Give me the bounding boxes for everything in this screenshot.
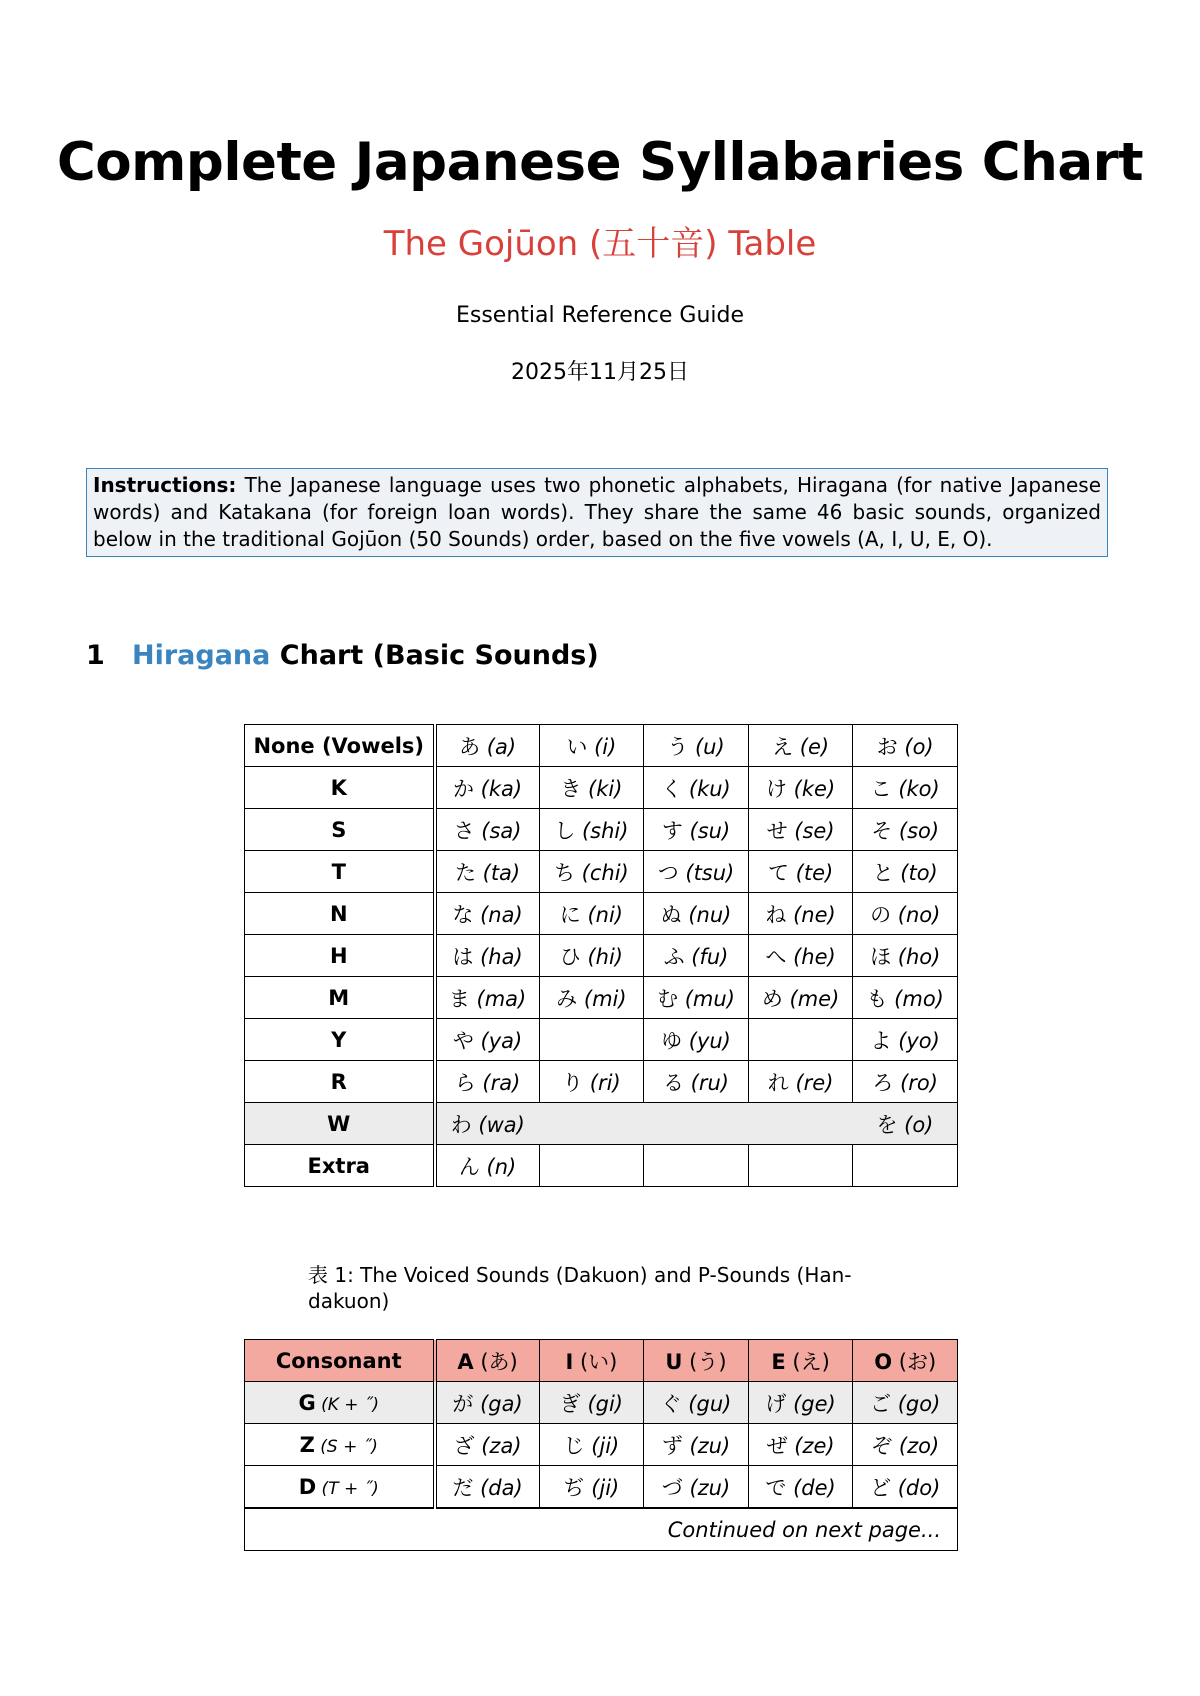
romaji: (gi) <box>580 1391 623 1416</box>
romaji: (ma) <box>469 986 527 1011</box>
consonant-letter: Z <box>299 1432 315 1457</box>
voiced-sounds-table <box>244 1339 958 1551</box>
romaji: (gu) <box>681 1391 732 1416</box>
header-vowel <box>644 1340 749 1382</box>
kana-cell <box>748 893 853 935</box>
kana-cell <box>644 1382 749 1424</box>
kana-char: ふ <box>663 944 685 969</box>
section-title-rest: Chart (Basic Sounds) <box>279 640 599 671</box>
kana-cell <box>539 767 644 809</box>
row-label: N <box>245 893 435 935</box>
kana-char: さ <box>453 818 475 843</box>
kana-char: た <box>454 860 476 885</box>
kana-char: て <box>767 860 789 885</box>
kana-char: づ <box>661 1475 683 1500</box>
kana-cell <box>853 977 958 1019</box>
romaji: (to) <box>893 860 938 885</box>
kana-cell <box>539 893 644 935</box>
romaji: (o) <box>897 1112 934 1137</box>
kana-cell <box>435 1019 540 1061</box>
kana-cell <box>644 1061 749 1103</box>
kana-char: ど <box>870 1475 892 1500</box>
hiragana-table <box>244 724 958 1187</box>
vowel-letter: O <box>874 1349 893 1374</box>
table-row <box>245 1061 958 1103</box>
romaji: (ge) <box>786 1391 836 1416</box>
romaji: (ko) <box>891 776 940 801</box>
romaji: (no) <box>891 902 941 927</box>
row-label <box>245 1466 435 1509</box>
row-label <box>245 1424 435 1466</box>
romaji: (ta) <box>475 860 521 885</box>
kana-char: は <box>452 944 474 969</box>
kana-char: ぜ <box>766 1433 788 1458</box>
kana-char: あ <box>459 734 481 759</box>
consonant-letter: D <box>298 1474 317 1499</box>
kana-char: ろ <box>872 1070 894 1095</box>
kana-cell <box>644 767 749 809</box>
romaji: (he) <box>786 944 836 969</box>
romaji: (yu) <box>682 1028 731 1053</box>
romaji: (ra) <box>475 1070 521 1095</box>
kana-cell <box>748 1019 853 1061</box>
row-label: Y <box>245 1019 435 1061</box>
header-vowel <box>853 1340 958 1382</box>
romaji: (a) <box>480 734 517 759</box>
romaji: (go) <box>891 1391 941 1416</box>
kana-cell <box>748 851 853 893</box>
kana-cell <box>644 1424 749 1466</box>
romaji: (re) <box>788 1070 834 1095</box>
kana-char: ん <box>458 1154 480 1179</box>
vowel-kana: (い) <box>573 1349 618 1374</box>
kana-cell <box>644 935 749 977</box>
kana-cell <box>748 767 853 809</box>
vowel-kana: (あ) <box>473 1349 518 1374</box>
table-row-extra <box>245 1145 958 1187</box>
table-row <box>245 1466 958 1509</box>
kana-char: な <box>452 902 474 927</box>
kana-char: ひ <box>559 944 581 969</box>
kana-cell <box>853 1382 958 1424</box>
instructions-box <box>86 468 1108 557</box>
kana-cell <box>539 809 644 851</box>
romaji: (o) <box>897 734 934 759</box>
romaji: (ni) <box>580 902 623 927</box>
kana-cell <box>539 1424 644 1466</box>
table-row <box>245 851 958 893</box>
kana-char: ゆ <box>661 1028 683 1053</box>
romaji: (nu) <box>681 902 732 927</box>
kana-char: い <box>566 734 588 759</box>
romaji: (mi) <box>577 986 627 1011</box>
document-date: 2025年11月25日 <box>511 360 689 385</box>
kana-cell <box>644 1019 749 1061</box>
romaji: (te) <box>788 860 834 885</box>
kana-char: め <box>761 986 783 1011</box>
kana-char: る <box>662 1070 684 1095</box>
vowel-letter: U <box>665 1349 683 1374</box>
romaji: (mo) <box>887 986 944 1011</box>
romaji: (fu) <box>684 944 729 969</box>
kana-cell <box>853 851 958 893</box>
romaji: (zu) <box>682 1475 731 1500</box>
romaji: (ha) <box>473 944 523 969</box>
row-label: Extra <box>245 1145 435 1187</box>
kana-char: や <box>452 1028 474 1053</box>
table-row-w <box>245 1103 958 1145</box>
kana-cell <box>853 1019 958 1061</box>
empty-cell <box>539 1103 644 1145</box>
romaji: (tsu) <box>678 860 735 885</box>
kana-char: ぎ <box>559 1391 581 1416</box>
kana-char: え <box>772 734 794 759</box>
empty-cell <box>748 1103 853 1145</box>
kana-char: げ <box>765 1391 787 1416</box>
romaji: (shi) <box>575 818 629 843</box>
table-header-row <box>245 1340 958 1382</box>
romaji: (n) <box>479 1154 517 1179</box>
table-row <box>245 1424 958 1466</box>
kana-cell <box>435 809 540 851</box>
kana-cell <box>644 893 749 935</box>
kana-char: う <box>667 734 689 759</box>
kana-cell <box>435 767 540 809</box>
table-row <box>245 767 958 809</box>
kana-cell <box>853 1424 958 1466</box>
row-label: K <box>245 767 435 809</box>
table-caption: 表 1: The Voiced Sounds (Dakuon) and P-Sounds (Han-dakuon) <box>308 1263 852 1313</box>
kana-char: き <box>560 776 582 801</box>
consonant-formula: (K + ˝) <box>315 1394 380 1415</box>
kana-cell <box>748 1466 853 1509</box>
row-label: W <box>245 1103 435 1145</box>
kana-char: を <box>876 1112 898 1137</box>
row-label: H <box>245 935 435 977</box>
kana-char: り <box>562 1070 584 1095</box>
consonant-formula: (S + ˝) <box>314 1436 378 1457</box>
kana-char: よ <box>870 1028 892 1053</box>
kana-cell <box>539 1382 644 1424</box>
vowel-kana: (え) <box>785 1349 830 1374</box>
kana-cell <box>435 1103 540 1145</box>
kana-char: ま <box>448 986 470 1011</box>
kana-char: お <box>876 734 898 759</box>
kana-char: で <box>765 1475 787 1500</box>
kana-cell <box>644 1466 749 1509</box>
header-vowel <box>748 1340 853 1382</box>
romaji: (ri) <box>583 1070 621 1095</box>
romaji: (ya) <box>473 1028 523 1053</box>
kana-cell <box>435 1061 540 1103</box>
kana-char: こ <box>870 776 892 801</box>
kana-char: せ <box>766 818 788 843</box>
romaji: (ho) <box>891 944 941 969</box>
kana-char: へ <box>765 944 787 969</box>
kana-char: ね <box>765 902 787 927</box>
kana-char: ぐ <box>660 1391 682 1416</box>
kana-cell <box>853 935 958 977</box>
romaji: (ze) <box>787 1433 835 1458</box>
kana-cell <box>853 1466 958 1509</box>
kana-cell <box>748 1382 853 1424</box>
empty-cell <box>748 1145 853 1187</box>
romaji: (ke) <box>787 776 836 801</box>
kana-char: と <box>872 860 894 885</box>
romaji: (ki) <box>581 776 623 801</box>
romaji: (su) <box>682 818 731 843</box>
romaji: (da) <box>473 1475 523 1500</box>
row-label: S <box>245 809 435 851</box>
kana-cell <box>539 1019 644 1061</box>
table-row <box>245 1019 958 1061</box>
romaji: (ne) <box>786 902 836 927</box>
kana-char: そ <box>871 818 893 843</box>
romaji: (ka) <box>474 776 523 801</box>
kana-cell <box>435 851 540 893</box>
row-label <box>245 1382 435 1424</box>
romaji: (sa) <box>474 818 522 843</box>
kana-cell <box>435 1466 540 1509</box>
kana-char: ぬ <box>660 902 682 927</box>
kana-cell <box>853 809 958 851</box>
kana-cell <box>539 725 644 767</box>
kana-cell <box>539 977 644 1019</box>
romaji: (hi) <box>580 944 623 969</box>
kana-cell <box>748 809 853 851</box>
header-consonant: Consonant <box>245 1340 435 1382</box>
consonant-formula: (T + ˝) <box>316 1478 379 1499</box>
kana-char: む <box>657 986 679 1011</box>
romaji: (ga) <box>473 1391 523 1416</box>
kana-char: み <box>556 986 578 1011</box>
kana-cell <box>644 725 749 767</box>
empty-cell <box>539 1145 644 1187</box>
continued-note: Continued on next page... <box>245 1508 958 1551</box>
romaji: (de) <box>786 1475 836 1500</box>
romaji: (za) <box>474 1433 522 1458</box>
romaji: (mu) <box>678 986 735 1011</box>
kana-cell <box>644 851 749 893</box>
romaji: (ji) <box>584 1433 620 1458</box>
vowel-kana: (う) <box>682 1349 727 1374</box>
kana-cell <box>539 851 644 893</box>
vowel-letter: E <box>771 1349 786 1374</box>
page-title: Complete Japanese Syllabaries Chart <box>56 132 1144 193</box>
romaji: (e) <box>793 734 830 759</box>
romaji: (do) <box>891 1475 941 1500</box>
romaji: (so) <box>892 818 940 843</box>
kana-cell <box>435 1145 540 1187</box>
kana-char: じ <box>563 1433 585 1458</box>
kana-cell <box>539 935 644 977</box>
kana-cell <box>435 977 540 1019</box>
kana-char: だ <box>452 1475 474 1500</box>
row-label: T <box>245 851 435 893</box>
kana-char: の <box>870 902 892 927</box>
kana-cell <box>748 935 853 977</box>
romaji: (ro) <box>893 1070 938 1095</box>
kana-cell <box>435 725 540 767</box>
table-row <box>245 809 958 851</box>
empty-cell <box>853 1145 958 1187</box>
kana-cell <box>748 977 853 1019</box>
kana-char: ぞ <box>871 1433 893 1458</box>
header-vowel <box>435 1340 540 1382</box>
instructions-label: Instructions: <box>93 473 237 497</box>
romaji: (me) <box>782 986 840 1011</box>
table-row <box>245 977 958 1019</box>
kana-char: わ <box>450 1112 472 1137</box>
kana-char: ら <box>454 1070 476 1095</box>
vowel-letter: I <box>565 1349 574 1374</box>
kana-cell <box>435 893 540 935</box>
vowel-kana: (お) <box>892 1349 937 1374</box>
kana-cell <box>644 809 749 851</box>
kana-char: れ <box>767 1070 789 1095</box>
empty-cell <box>644 1145 749 1187</box>
continued-row <box>245 1508 958 1551</box>
kana-char: も <box>866 986 888 1011</box>
kana-char: ず <box>661 1433 683 1458</box>
romaji: (chi) <box>575 860 629 885</box>
header-vowel <box>539 1340 644 1382</box>
kana-char: ざ <box>453 1433 475 1458</box>
instructions-text: The Japanese language uses two phonetic alphabets, Hiragana (for native Japanese words) and Katakana (for foreign loan words). They share the same 46 basic sounds, organized below in the traditional Gojūon (50 Sounds) order, based on the five vowels (A, I, U, E, O). <box>93 473 1101 551</box>
table-row-vowels <box>245 725 958 767</box>
kana-cell <box>435 1424 540 1466</box>
kana-cell <box>435 1382 540 1424</box>
row-label: None (Vowels) <box>245 725 435 767</box>
kana-char: け <box>766 776 787 801</box>
kana-char: し <box>554 818 576 843</box>
romaji: (zo) <box>892 1433 940 1458</box>
table-row <box>245 935 958 977</box>
romaji: (i) <box>587 734 617 759</box>
romaji: (u) <box>688 734 725 759</box>
kana-cell <box>853 893 958 935</box>
kana-cell <box>748 725 853 767</box>
kana-char: に <box>559 902 581 927</box>
kana-char: く <box>661 776 683 801</box>
kana-cell <box>853 1061 958 1103</box>
romaji: (ji) <box>584 1475 620 1500</box>
kana-char: ご <box>870 1391 892 1416</box>
table-row <box>245 893 958 935</box>
kana-cell <box>539 1061 644 1103</box>
kana-cell <box>853 767 958 809</box>
kana-cell <box>748 1424 853 1466</box>
section-heading <box>86 640 599 671</box>
kana-cell <box>644 977 749 1019</box>
consonant-letter: G <box>298 1390 316 1415</box>
kana-cell <box>748 1061 853 1103</box>
romaji: (se) <box>787 818 835 843</box>
table-row <box>245 1382 958 1424</box>
vowel-letter: A <box>457 1349 474 1374</box>
page-subtitle: The Gojūon (五十音) Table <box>383 224 817 264</box>
guide-label: Essential Reference Guide <box>455 303 744 328</box>
kana-char: ち <box>554 860 575 885</box>
romaji: (wa) <box>471 1112 525 1137</box>
kana-char: か <box>453 776 474 801</box>
romaji: (ru) <box>683 1070 729 1095</box>
romaji: (yo) <box>891 1028 940 1053</box>
row-label: M <box>245 977 435 1019</box>
romaji: (na) <box>473 902 523 927</box>
kana-char: が <box>452 1391 474 1416</box>
kana-cell <box>539 1466 644 1509</box>
romaji: (zu) <box>682 1433 731 1458</box>
romaji: (ku) <box>682 776 731 801</box>
section-number: 1 <box>86 640 105 671</box>
section-highlight: Hiragana <box>132 640 271 671</box>
kana-cell <box>853 1103 958 1145</box>
kana-cell <box>435 935 540 977</box>
kana-char: す <box>661 818 683 843</box>
row-label: R <box>245 1061 435 1103</box>
empty-cell <box>644 1103 749 1145</box>
kana-char: ぢ <box>563 1475 585 1500</box>
kana-cell <box>853 725 958 767</box>
kana-char: つ <box>657 860 679 885</box>
kana-char: ほ <box>870 944 892 969</box>
